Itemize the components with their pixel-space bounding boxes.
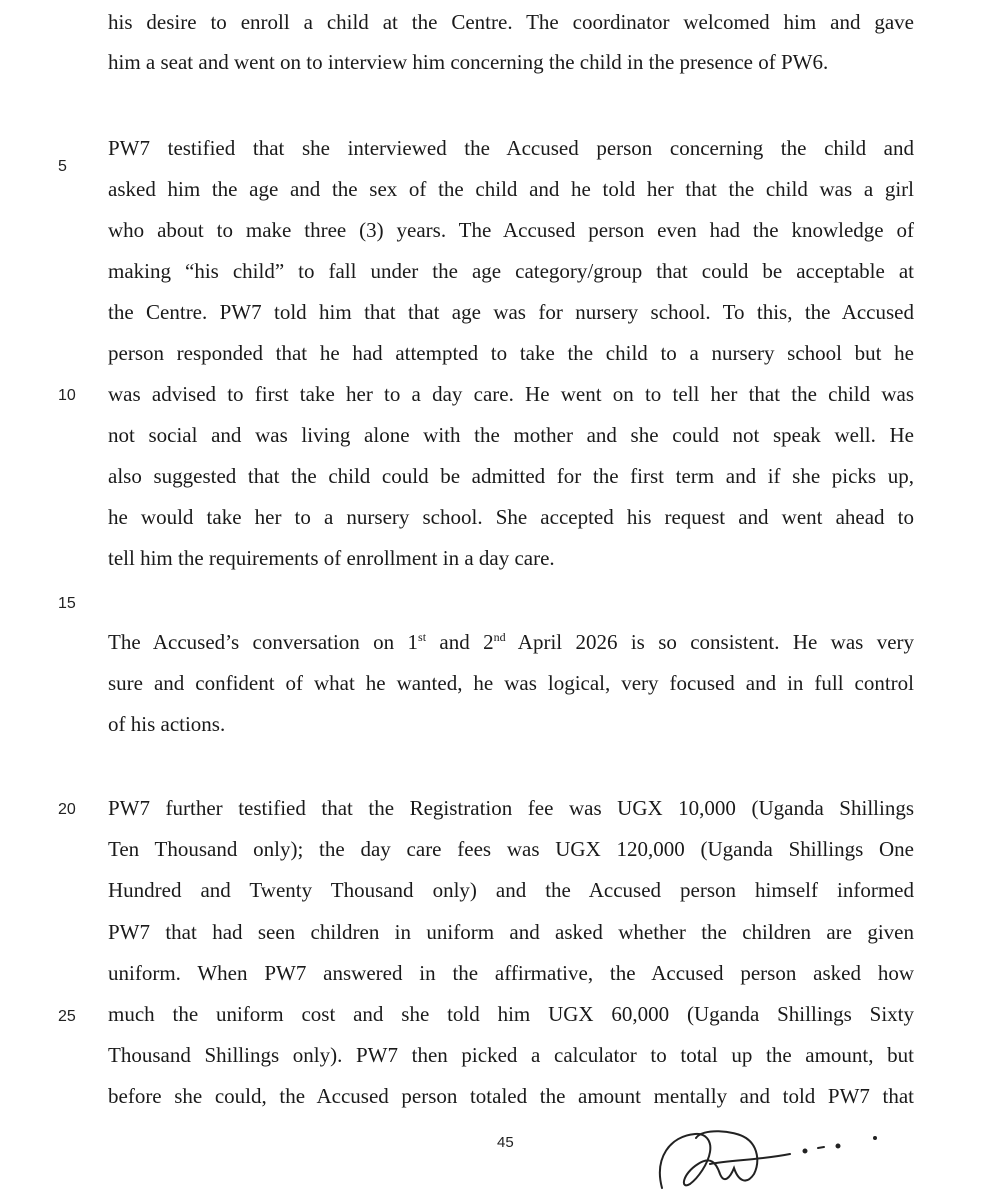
line-number: 20: [58, 801, 76, 818]
text-line: also suggested that the child could be admitted for the first term and if she picks up,: [108, 464, 914, 488]
text-line: Hundred and Twenty Thousand only) and the Accused person himself informed: [108, 878, 914, 902]
text-line: of his actions.: [108, 712, 226, 736]
line-number: 5: [58, 158, 67, 175]
line-number: 25: [58, 1008, 76, 1025]
line-number: 15: [58, 595, 76, 612]
text-line: PW7 testified that she interviewed the Accused person concerning the child and: [108, 136, 914, 160]
signature-icon: [650, 1118, 890, 1199]
text-line: much the uniform cost and she told him UGX 60,000 (Uganda Shillings Sixty: [108, 1002, 914, 1026]
text-line: PW7 that had seen children in uniform and asked whether the children are given: [108, 920, 914, 944]
text-line: Thousand Shillings only). PW7 then picked a calculator to total up the amount, but: [108, 1043, 914, 1067]
text-span: and 2: [426, 630, 494, 654]
text-line: him a seat and went on to interview him concerning the child in the presence of PW6.: [108, 50, 829, 74]
text-line: [108, 628, 914, 656]
text-line: tell him the requirements of enrollment in a day care.: [108, 546, 555, 570]
ordinal-suffix: st: [418, 630, 427, 644]
text-line: was advised to first take her to a day care. He went on to tell her that the child was: [108, 382, 914, 406]
text-line: before she could, the Accused person totaled the amount mentally and told PW7 that: [108, 1084, 914, 1108]
text-span: April 2026 is so consistent. He was very: [505, 630, 915, 654]
text-line: PW7 further testified that the Registration fee was UGX 10,000 (Uganda Shillings: [108, 796, 914, 820]
text-line: who about to make three (3) years. The Accused person even had the knowledge of: [108, 218, 914, 242]
text-line: he would take her to a nursery school. She accepted his request and went ahead to: [108, 505, 914, 529]
text-line: person responded that he had attempted to take the child to a nursery school but he: [108, 341, 914, 365]
page-number: 45: [497, 1134, 514, 1151]
line-number: 10: [58, 387, 76, 404]
text-line: uniform. When PW7 answered in the affirmative, the Accused person asked how: [108, 961, 914, 985]
text-line: his desire to enroll a child at the Centre. The coordinator welcomed him and gave: [108, 10, 914, 34]
text-line: Ten Thousand only); the day care fees was UGX 120,000 (Uganda Shillings One: [108, 837, 914, 861]
text-line: not social and was living alone with the mother and she could not speak well. He: [108, 423, 914, 447]
text-line: asked him the age and the sex of the child and he told her that the child was a girl: [108, 177, 914, 201]
text-line: sure and confident of what he wanted, he was logical, very focused and in full control: [108, 671, 914, 695]
text-span: The Accused’s conversation on 1: [108, 630, 419, 654]
text-line: making “his child” to fall under the age category/group that could be acceptable at: [108, 259, 914, 283]
text-line: the Centre. PW7 told him that that age was for nursery school. To this, the Accused: [108, 300, 914, 324]
ordinal-suffix: nd: [493, 630, 506, 644]
